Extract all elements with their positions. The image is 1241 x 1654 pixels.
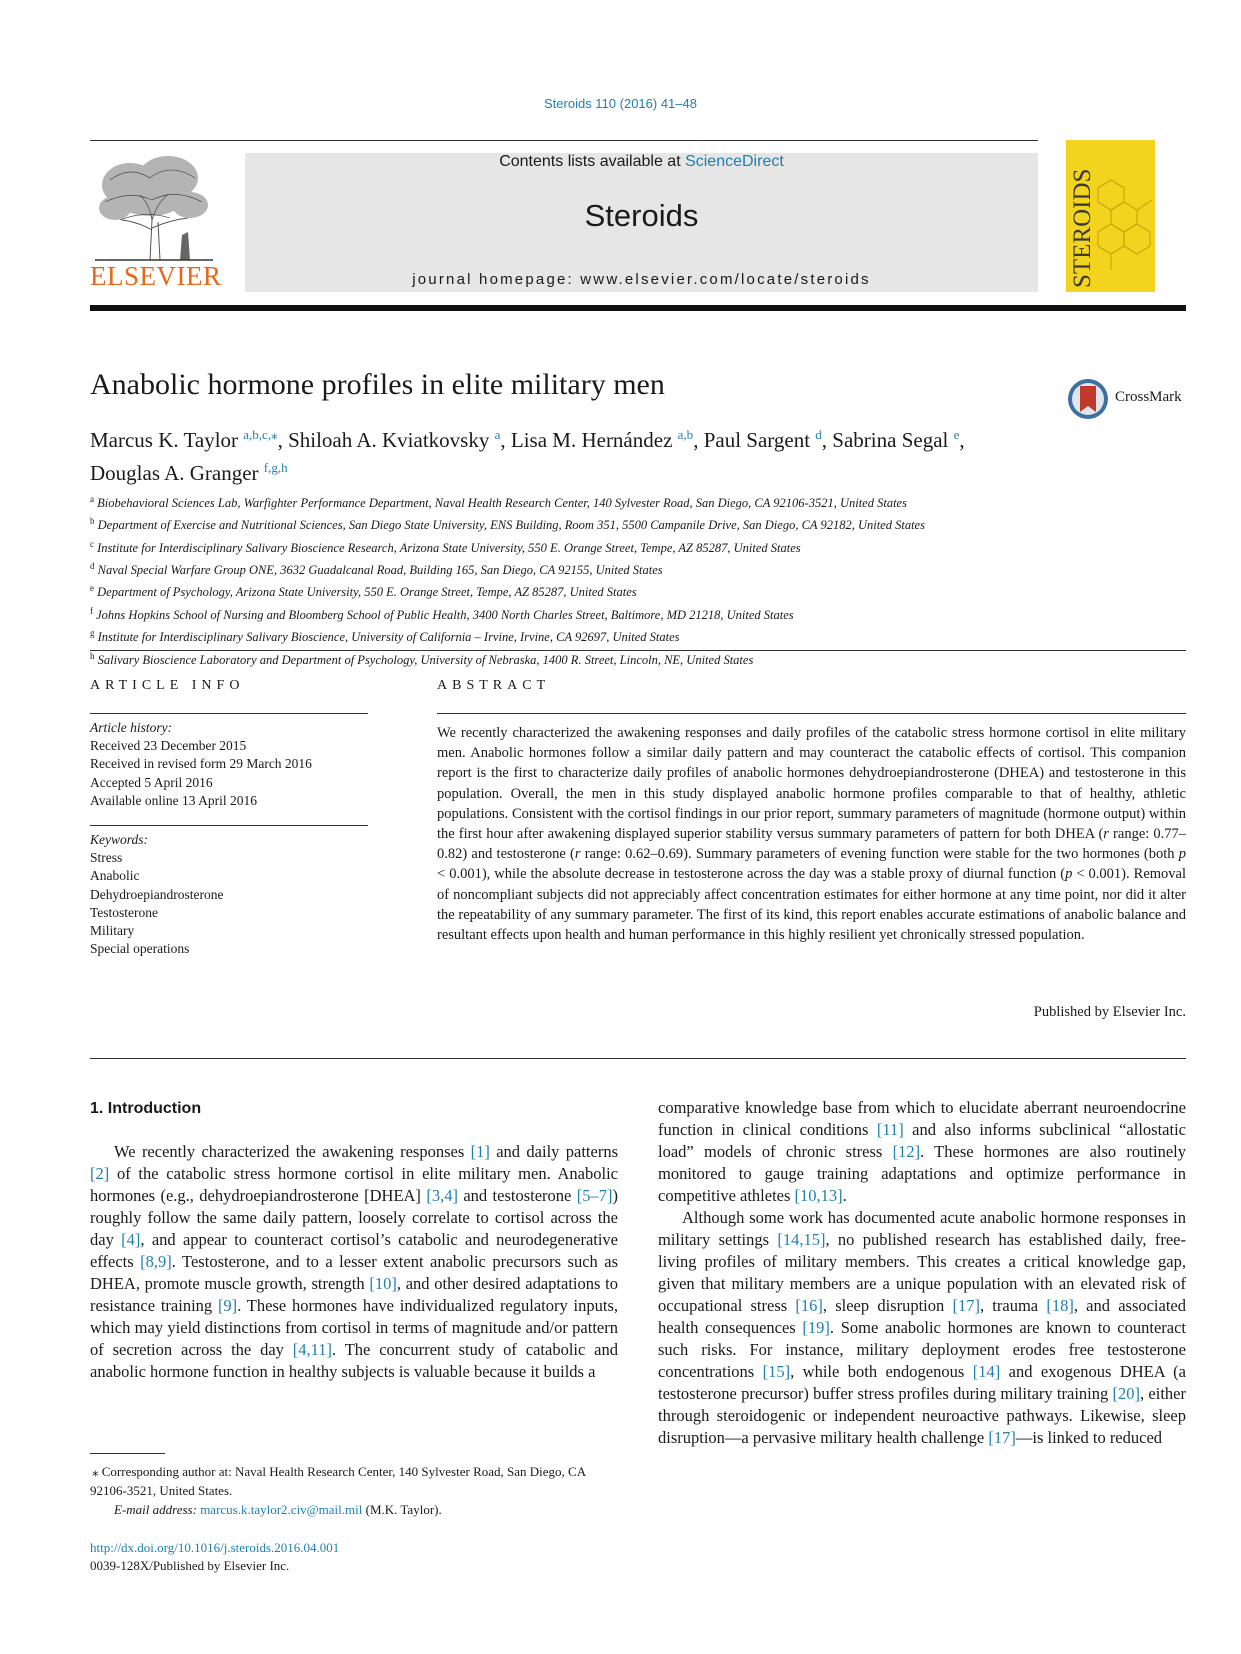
author-list: Marcus K. Taylor $^{a,b,c,⁎}$, Shiloah A. Kviatkovsky $^a$, Lisa M. Hernández $^{a,b}$, Paul Sargent $^d$, Sabrina Segal $^e$, Douglas A. Granger $^{f,g,h}$: [90, 427, 965, 485]
citation-link[interactable]: [5–7]: [576, 1186, 613, 1205]
intro-right-column: [658, 1097, 1186, 1449]
abstract-italic: r: [574, 846, 581, 863]
abstract-heading: ABSTRACT: [437, 678, 551, 693]
article-info-rule: [90, 713, 368, 714]
section-divider: [90, 1058, 1186, 1059]
abstract-italic: p: [1178, 846, 1186, 863]
citation-link[interactable]: [10,13]: [794, 1186, 843, 1205]
keyword-item: Special operations: [90, 941, 190, 957]
affiliation-key: b: [90, 516, 95, 527]
author-affiliation-link[interactable]: f,g,h: [263, 460, 288, 475]
affiliation-key: f: [90, 605, 93, 616]
affiliation-text: Salivary Bioscience Laboratory and Department of Psychology, University of Nebraska, 1400 R. Street, Lincoln, NE, United States: [97, 652, 754, 667]
intro-paragraph: comparative knowledge base from which to elucidate aberrant neuroendocrine function in clinical conditions [11] and also informs subclinical “allostatic load” models of chronic stress [12]. These hormones are also routinely monitored to gauge training adaptations and optimize performance in competitive athletes [10,13].: [658, 1098, 1186, 1205]
cover-title: STEROIDS: [1069, 168, 1096, 288]
contents-line: [245, 153, 1038, 171]
citation-link[interactable]: [12]: [892, 1142, 921, 1161]
header-top-rule: [90, 140, 1038, 141]
history-item: Received in revised form 29 March 2016: [90, 756, 312, 772]
crossmark-badge[interactable]: [1066, 377, 1186, 421]
article-title: Anabolic hormone profiles in elite military men: [90, 368, 665, 401]
affiliation-key: h: [90, 650, 95, 661]
sciencedirect-link[interactable]: ScienceDirect: [685, 153, 784, 170]
affiliation-item: [90, 579, 1190, 601]
citation-link[interactable]: [11]: [876, 1120, 904, 1139]
affiliation-item: [90, 490, 1190, 512]
intro-left-column: [90, 1141, 618, 1383]
abstract-italic: r: [1103, 826, 1109, 843]
published-by: Published by Elsevier Inc.: [1033, 1004, 1186, 1020]
doi-block: [90, 1539, 339, 1575]
affiliation-text: Department of Psychology, Arizona State University, 550 E. Orange Street, Tempe, AZ 85287, United States: [97, 585, 637, 600]
keyword-item: Testosterone: [90, 904, 159, 920]
citation-link[interactable]: [9]: [217, 1296, 238, 1315]
abstract-segment: We recently characterized the awakening responses and daily profiles of the catabolic stress hormone cortisol in elite military men. Anabolic hormones follow a similar daily pattern and may counteract the catabolic effects of cortisol. This companion report is the first to characterize daily profiles of anabolic hormones dehydroepiandrosterone (DHEA) and testosterone in this population. Overall, the men in this study displayed anabolic hormone profiles comparable to that of healthy, athletic populations. Consistent with the cortisol findings in our prior report, summary parameters of magnitude (hormone output) within the first hour after awakening displayed superior stability versus summary parameters of pattern for both DHEA (: [437, 725, 1186, 843]
keyword-item: Military: [90, 923, 135, 939]
contents-prefix: Contents lists available at: [499, 153, 686, 170]
abstract-segment: range: 0.77–0.82) and testosterone (: [437, 826, 1186, 863]
corresponding-author-footnote: [90, 1462, 618, 1519]
abstract-segment: range: 0.62–0.69). Summary parameters of evening function were stable for the two hormones (both: [580, 846, 1179, 863]
section-divider: [90, 650, 1186, 651]
abstract-rule: [437, 713, 1186, 714]
history-label: Article history:: [90, 720, 173, 735]
intro-paragraph: Although some work has documented acute anabolic hormone responses in military settings [14,15], no published research has established daily, free-living profiles of military members. This creates a critical knowledge gap, given that military members are a unique population with an elevated risk of occupational stress [16], sleep disruption [17], trauma [18], and associated health consequences [19]. Some anabolic hormones are known to counteract such risks. For instance, military deployment erodes free testosterone concentrations [15], while both endogenous [14] and exogenous DHEA (a testosterone precursor) buffer stress profiles during military training [20], either through steroidogenic or independent neuroactive pathways. Likewise, sleep disruption—a pervasive military health challenge [17]—is linked to reduced: [658, 1208, 1186, 1447]
author-name: Sabrina Segal: [832, 428, 949, 452]
author-affiliation-link[interactable]: e: [953, 427, 960, 442]
journal-homepage[interactable]: journal homepage: www.elsevier.com/locate/steroids: [412, 271, 871, 288]
elsevier-tree-icon: [90, 150, 218, 262]
affiliation-key: d: [90, 561, 95, 572]
journal-cover-thumbnail[interactable]: [1066, 140, 1155, 292]
affiliation-text: Institute for Interdisciplinary Salivary Bioscience, University of California – Irvine, Irvine, CA 92697, United States: [97, 630, 680, 645]
citation-link[interactable]: [4,11]: [292, 1340, 333, 1359]
citation-link[interactable]: [15]: [762, 1362, 791, 1381]
email-link[interactable]: marcus.k.taylor2.civ@mail.mil: [200, 1502, 363, 1517]
elsevier-logo[interactable]: [90, 150, 222, 292]
keywords-block: [90, 831, 370, 958]
keyword-item: Stress: [90, 850, 123, 866]
elsevier-wordmark: ELSEVIER: [90, 261, 222, 291]
citation-link[interactable]: [2]: [90, 1164, 110, 1183]
history-item: Available online 13 April 2016: [90, 792, 257, 808]
author-name: Lisa M. Hernández: [510, 428, 673, 452]
citation-link[interactable]: [8,9]: [140, 1252, 172, 1271]
citation-link[interactable]: [18]: [1046, 1296, 1074, 1315]
citation-link[interactable]: [17]: [952, 1296, 980, 1315]
keywords-label: Keywords:: [90, 832, 148, 847]
history-item: Received 23 December 2015: [90, 738, 247, 754]
author-name: Paul Sargent: [703, 428, 811, 452]
citation-link[interactable]: [14,15]: [777, 1230, 826, 1249]
email-suffix: (M.K. Taylor).: [362, 1502, 442, 1517]
citation-link[interactable]: [1]: [470, 1142, 490, 1161]
author-affiliation-link[interactable]: d: [815, 427, 822, 442]
affiliation-text: Institute for Interdisciplinary Salivary Bioscience Research, Arizona State University, 550 E. Orange Street, Tempe, AZ 85287, United States: [97, 540, 801, 555]
affiliation-item: [90, 535, 1190, 557]
author-name: Shiloah A. Kviatkovsky: [288, 428, 490, 452]
footnote-marker: ⁎: [92, 1464, 99, 1479]
citation-link[interactable]: [14]: [972, 1362, 1001, 1381]
citation-link[interactable]: [19]: [802, 1318, 830, 1337]
affiliation-list: [90, 490, 1190, 669]
abstract-segment: < 0.001), while the absolute decrease in testosterone across the day was a stable proxy of diurnal function (: [437, 866, 1066, 883]
affiliation-key: e: [90, 583, 94, 594]
abstract-italic: p: [1065, 866, 1073, 883]
abstract-segment: < 0.001). Removal of noncompliant subjects did not appreciably affect concentration estimates for either hormone at any time point, nor did it alter the repeatability of any summary parameter. The first of its kind, this report enables accurate estimations of anabolic balance and resultant effects upon health and human performance in this highly resilient yet chronically stressed population.: [437, 866, 1187, 944]
author-affiliation-link[interactable]: a,b: [677, 427, 694, 442]
citation-link[interactable]: [16]: [795, 1296, 823, 1315]
affiliation-item: [90, 624, 1190, 646]
keyword-item: Anabolic: [90, 868, 140, 884]
history-item: Accepted 5 April 2016: [90, 774, 213, 790]
keywords-rule: [90, 825, 368, 826]
keyword-item: Dehydroepiandrosterone: [90, 886, 224, 902]
citation-link[interactable]: [10]: [369, 1274, 397, 1293]
footnote-text: Corresponding author at: Naval Health Research Center, 140 Sylvester Road, San Diego, CA 92106-3521, United States.: [90, 1464, 586, 1498]
affiliation-key: g: [90, 628, 95, 639]
crossmark-label: CrossMark: [1115, 389, 1182, 405]
article-info-heading: ARTICLE INFO: [90, 678, 245, 693]
author-affiliation-link[interactable]: a: [494, 427, 501, 442]
header-thick-rule: [90, 305, 1186, 311]
affiliation-item: [90, 512, 1190, 534]
abstract-text: [437, 723, 1186, 945]
affiliation-key: a: [90, 494, 94, 504]
affiliation-item: [90, 557, 1190, 579]
affiliation-text: Biobehavioral Sciences Lab, Warfighter Performance Department, Naval Health Research Center, 140 Sylvester Road, San Diego, CA 92106-3521, United States: [97, 496, 907, 511]
cover-art: [1066, 140, 1155, 292]
citation-link[interactable]: [20]: [1112, 1384, 1141, 1403]
journal-citation[interactable]: Steroids 110 (2016) 41–48: [544, 96, 697, 111]
affiliation-text: Naval Special Warfare Group ONE, 3632 Guadalcanal Road, Building 165, San Diego, CA 92155, United States: [97, 563, 663, 578]
issn-line: 0039-128X/Published by Elsevier Inc.: [90, 1558, 290, 1573]
intro-paragraph: We recently characterized the awakening responses [1] and daily patterns [2] of the catabolic stress hormone cortisol in elite military men. Anabolic hormones (e.g., dehydroepiandrosterone [DHEA] [3,4] and testosterone [5–7]) roughly follow the same daily pattern, loosely correlate to cortisol across the day [4], and appear to counteract cortisol’s catabolic and neurodegenerative effects [8,9]. Testosterone, and to a lesser extent anabolic precursors such as DHEA, promote muscle growth, strength [10], and other desired adaptations to resistance training [9]. These hormones have individualized regulatory inputs, which may yield distinctions from cortisol in terms of magnitude and/or pattern of secretion across the day [4,11]. The concurrent study of catabolic and anabolic hormone function in healthy subjects is valuable because it builds a: [90, 1142, 619, 1381]
email-label: E-mail address:: [114, 1502, 201, 1517]
journal-name: Steroids: [584, 198, 699, 233]
citation-link[interactable]: [3,4]: [426, 1186, 458, 1205]
article-history: [90, 719, 370, 810]
journal-masthead: [245, 153, 1038, 292]
citation-link[interactable]: [17]: [988, 1428, 1016, 1447]
author-name: Douglas A. Granger: [90, 461, 259, 485]
author-affiliation-link[interactable]: a,b,c,⁎: [243, 427, 278, 442]
introduction-heading: 1. Introduction: [90, 1100, 202, 1117]
crossmark-icon: [1066, 377, 1112, 421]
affiliation-text: Johns Hopkins School of Nursing and Bloomberg School of Public Health, 3400 North Charles Street, Baltimore, MD 21218, United States: [96, 607, 794, 622]
footnote-rule: [90, 1453, 165, 1454]
affiliation-text: Department of Exercise and Nutritional Sciences, San Diego State University, ENS Building, Room 351, 5500 Campanile Drive, San Diego, CA 92182, United States: [97, 518, 925, 533]
author-name: Marcus K. Taylor: [90, 428, 239, 452]
affiliation-key: c: [90, 538, 94, 549]
affiliation-item: [90, 602, 1190, 624]
doi-link[interactable]: http://dx.doi.org/10.1016/j.steroids.2016.04.001: [90, 1540, 340, 1555]
citation-link[interactable]: [4]: [121, 1230, 141, 1249]
